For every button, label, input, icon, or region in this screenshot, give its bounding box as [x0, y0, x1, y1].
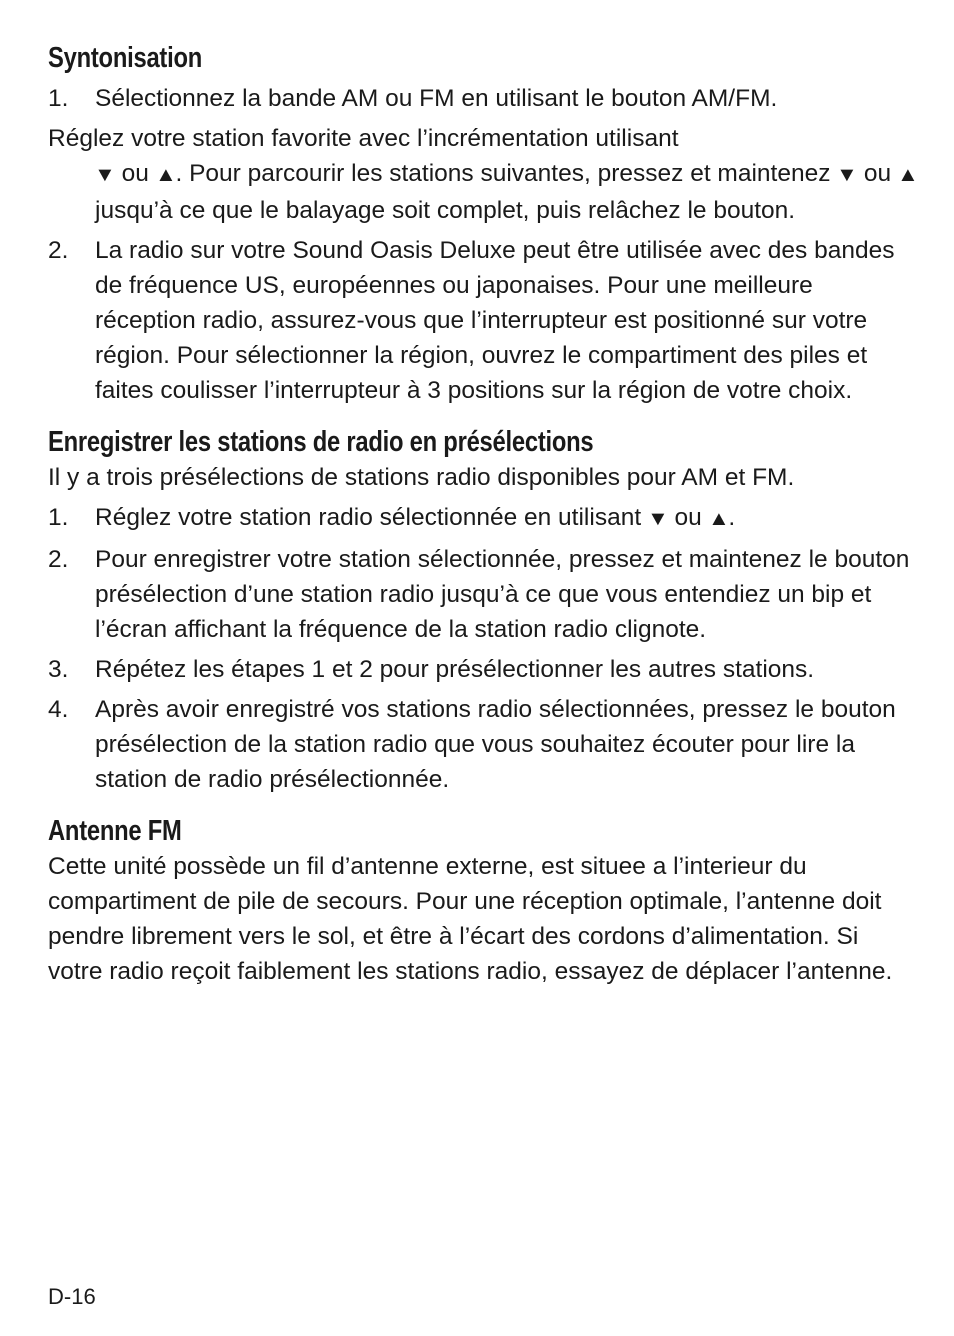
step-text: Après avoir enregistré vos stations radio sélectionnées, pressez le bouton présélection de la station radio que vous souhaitez écouter pour lire la station de radio présélectionnée. [95, 696, 896, 793]
down-arrow-icon: ▼ [94, 164, 116, 186]
page-number: D-16 [48, 1284, 96, 1309]
tuning-paragraph-fragment: jusqu’à ce que le balayage soit complet, puis relâchez le bouton. [95, 197, 796, 224]
presets-intro: Il y a trois présélections de stations radio disponibles pour AM et FM. [48, 464, 795, 491]
up-arrow-icon: ▲ [707, 508, 730, 530]
step-number: 1. [48, 504, 69, 531]
up-arrow-icon: ▲ [154, 164, 177, 186]
presets-section [48, 424, 918, 797]
tuning-step-2 [48, 233, 918, 408]
step-text: Pour enregistrer votre station sélectionnée, pressez et maintenez le bouton présélection d’une station radio jusqu’à ce que vous entendiez un bip et l’écran affichant la fréquence de la station radio clignote. [95, 546, 910, 643]
tuning-paragraph-fragment: ou [857, 160, 898, 187]
presets-step-1 [48, 500, 918, 537]
step-number: 3. [48, 656, 69, 683]
step-number: 4. [48, 696, 69, 723]
up-arrow-icon: ▲ [896, 164, 919, 186]
step-text: Sélectionnez la bande AM ou FM en utilisant le bouton AM/FM. [95, 85, 778, 112]
tuning-paragraph-line: Réglez votre station favorite avec l’incrémentation utilisant [48, 125, 679, 152]
step-text: ou [667, 504, 709, 531]
tuning-section [48, 40, 918, 408]
presets-step-2 [48, 542, 918, 647]
manual-page [48, 40, 918, 989]
presets-list [48, 500, 918, 797]
antenna-section [48, 813, 918, 989]
presets-step-4 [48, 692, 918, 797]
presets-heading: Enregistrer les stations de radio en présélections [48, 426, 594, 458]
step-text: . [728, 504, 736, 531]
step-number: 2. [48, 237, 69, 264]
step-text: Réglez votre station radio sélectionnée en utilisant [95, 504, 648, 531]
down-arrow-icon: ▼ [836, 164, 859, 186]
tuning-heading: Syntonisation [48, 42, 203, 74]
tuning-paragraph-fragment: ou [114, 160, 156, 187]
antenna-heading: Antenne FM [48, 815, 182, 847]
tuning-list [48, 81, 918, 116]
tuning-paragraph-continued [48, 156, 918, 228]
step-number: 1. [48, 85, 69, 112]
step-text: La radio sur votre Sound Oasis Deluxe peut être utilisée avec des bandes de fréquence US, européennes ou japonaises. Pour une meilleure réception radio, assurez-vous que l’interrupteur est positionné sur votre région. Pour sélectionner la région, ouvrez le compartiment des piles et faites coulisser l’interrupteur à 3 positions sur la région de votre choix. [95, 237, 895, 404]
presets-step-3 [48, 652, 918, 687]
tuning-step-1 [48, 81, 918, 116]
step-text: Répétez les étapes 1 et 2 pour présélectionner les autres stations. [95, 656, 815, 683]
down-arrow-icon: ▼ [646, 508, 669, 530]
antenna-text: Cette unité possède un fil d’antenne externe, est situee a l’interieur du compartiment de pile de secours. Pour une réception optimale, l’antenne doit pendre librement vers le sol, et être à l’écart des cordons d’alimentation. Si votre radio reçoit faiblement les stations radio, essayez de déplacer l’antenne. [48, 853, 893, 985]
tuning-paragraph-fragment: . Pour parcourir les stations suivantes, pressez et maintenez [175, 160, 838, 187]
step-number: 2. [48, 546, 69, 573]
tuning-list-continued [48, 233, 918, 408]
